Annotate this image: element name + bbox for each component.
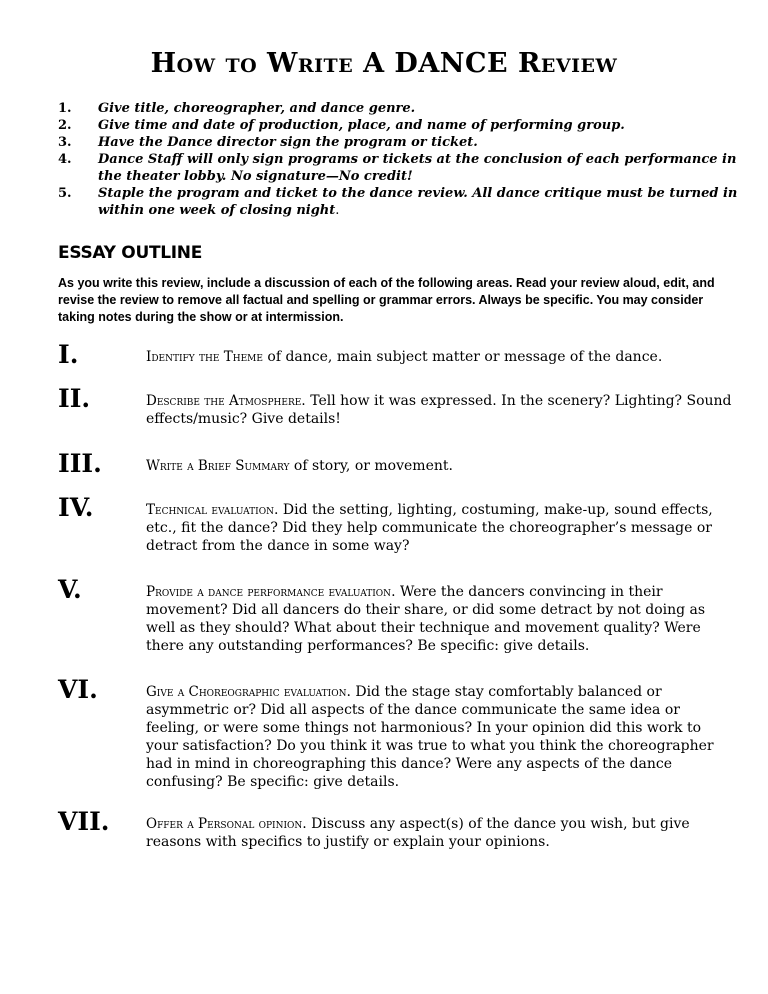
- outline-item-lead: Write a Brief Summary: [146, 458, 290, 474]
- outline-item-body: [146, 678, 736, 791]
- outline-item-2: [58, 384, 738, 428]
- roman-numeral: VI.: [58, 675, 98, 704]
- outline-item-text: of dance, main subject matter or message of the dance.: [262, 349, 663, 365]
- outline-item-text: . Discuss any aspect(s) of the dance you wish, but give reasons with specifics to justify or explain your opinions.: [146, 816, 690, 850]
- roman-numeral: II.: [58, 384, 91, 413]
- outline-item-5: [58, 575, 738, 655]
- step-text-period: .: [335, 203, 340, 218]
- step-number: 3.: [58, 135, 72, 150]
- step-text-body: Staple the program and ticket to the dance review. All dance critique must be turned in within one week of closing night: [98, 186, 738, 218]
- roman-numeral: VII.: [58, 807, 110, 836]
- outline-item-text: . Were the dancers convincing in their movement? Did all dancers do their share, or did some detract by not doing as well as they should? What about their technique and movement quality? Were there any outstanding performances? Be specific: give details.: [146, 584, 706, 654]
- outline-item-body: [146, 496, 736, 555]
- step-number: 2.: [58, 118, 72, 133]
- essay-outline-heading: ESSAY OUTLINE: [58, 243, 203, 263]
- step-item: [58, 100, 738, 117]
- step-item: [58, 134, 738, 151]
- step-text: Give title, choreographer, and dance genre.: [98, 101, 416, 116]
- outline-item-lead: Technical evaluation: [146, 502, 274, 518]
- outline-item-7: [58, 807, 738, 851]
- outline-item-body: [146, 452, 736, 476]
- step-number: 5.: [58, 186, 72, 201]
- step-item: [58, 151, 738, 185]
- outline-item-4: [58, 493, 738, 555]
- step-number: 1.: [58, 101, 72, 116]
- steps-list: [58, 100, 738, 219]
- outline-item-lead: Describe the Atmosphere: [146, 393, 302, 409]
- outline-item-lead: Identify the Theme: [146, 349, 263, 365]
- outline-item-text: . Tell how it was expressed. In the scenery? Lighting? Sound effects/music? Give details!: [146, 393, 732, 427]
- roman-numeral: I.: [58, 340, 79, 369]
- roman-numeral: IV.: [58, 493, 94, 522]
- outline-item-body: [146, 343, 736, 367]
- outline-item-body: [146, 578, 736, 655]
- step-text: Have the Dance director sign the program or ticket.: [98, 135, 478, 150]
- outline-item-body: [146, 387, 736, 428]
- outline-item-lead: Offer a Personal opinion: [146, 816, 303, 832]
- intro-paragraph: As you write this review, include a discussion of each of the following areas. Read your review aloud, edit, and revise the review to remove all factual and spelling or grammar errors. Always be specific. You may consider taking notes during the show or at intermission.: [58, 276, 715, 324]
- step-text: Dance Staff will only sign programs or tickets at the conclusion of each performance in the theater lobby. No signature—No credit!: [98, 152, 737, 184]
- roman-numeral: III.: [58, 449, 102, 478]
- outline-item-text: . Did the stage stay comfortably balanced or asymmetric or? Did all aspects of the dance communicate the same idea or feeling, or were some things not harmonious? In your opinion did this work to your satisfaction? Do you think it was true to what you think the choreographer had in mind in choreographing this dance? Were any aspects of the dance confusing? Be specific: give details.: [146, 684, 714, 790]
- step-item: [58, 117, 738, 134]
- step-item: [58, 185, 738, 219]
- outline-item-lead: Provide a dance performance evaluation: [146, 584, 392, 600]
- outline-item-6: [58, 675, 738, 791]
- step-text: [98, 185, 738, 219]
- step-number: 4.: [58, 152, 72, 167]
- outline-item-1: [58, 340, 738, 369]
- step-text: Give time and date of production, place, and name of performing group.: [98, 118, 625, 133]
- outline-item-text: of story, or movement.: [289, 458, 453, 474]
- outline-item-3: [58, 449, 738, 478]
- roman-numeral: V.: [58, 575, 82, 604]
- page-title: How to Write A DANCE Review: [150, 48, 618, 79]
- outline-item-text: . Did the setting, lighting, costuming, make-up, sound effects, etc., fit the dance? Did they help communicate the choreographer’s message or detract from the dance in some way?: [146, 502, 713, 554]
- outline-item-body: [146, 810, 736, 851]
- outline-item-lead: Give a Choreographic evaluation: [146, 684, 347, 700]
